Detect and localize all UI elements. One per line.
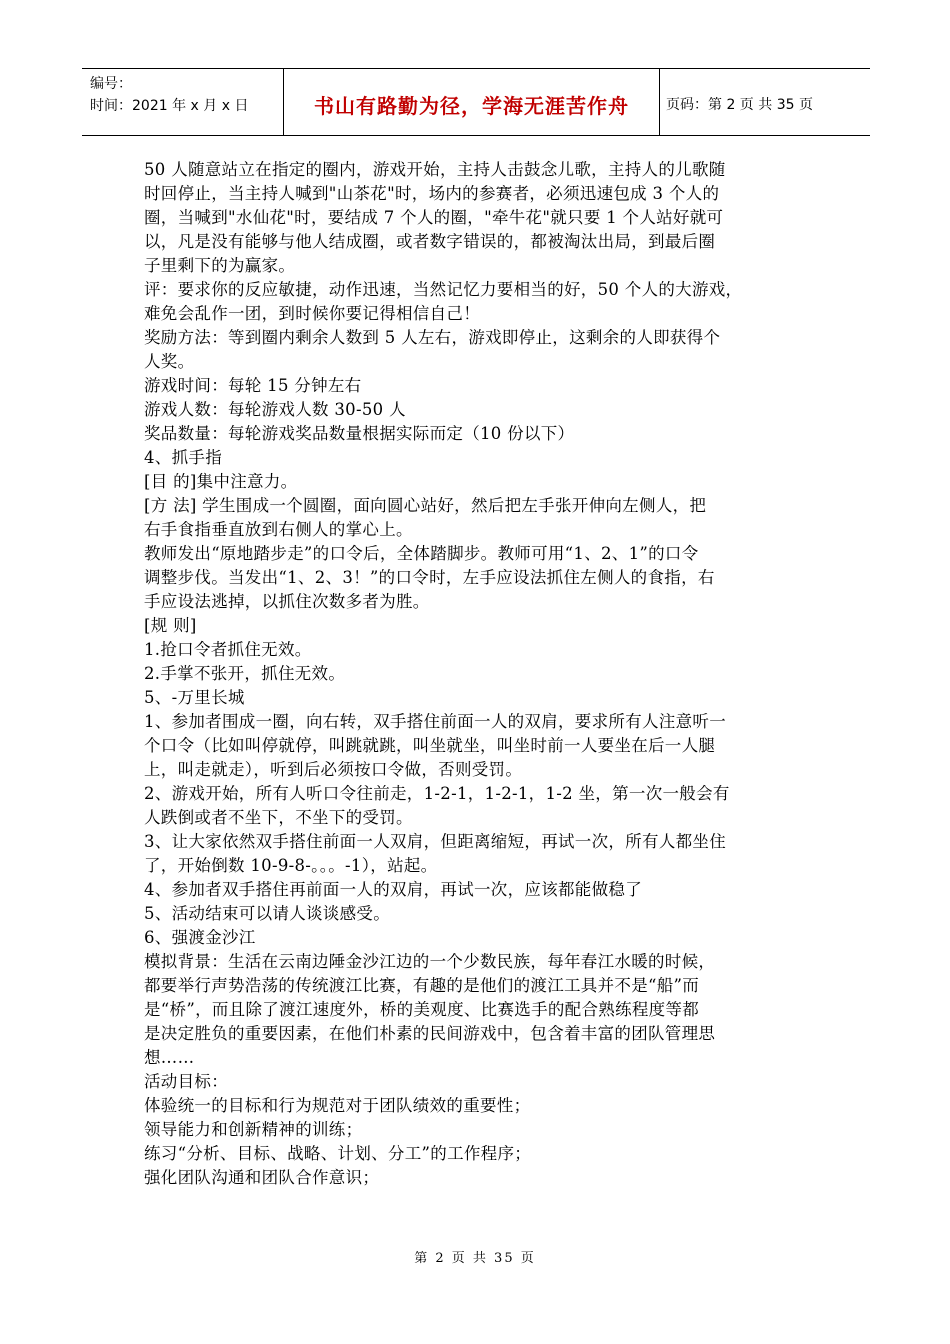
body-text-line: 右手食指垂直放到右侧人的掌心上。 xyxy=(144,520,413,539)
body-text-line: 奖励方法：等到圈内剩余人数到 5 人左右，游戏即停止，这剩余的人即获得个 xyxy=(144,328,721,347)
header-motto-cell xyxy=(284,69,660,135)
body-text-line: 都要举行声势浩荡的传统渡江比赛，有趣的是他们的渡江工具并不是“船”而 xyxy=(144,976,700,995)
page-footer xyxy=(0,1247,950,1266)
body-text-line: 是决定胜负的重要因素，在他们朴素的民间游戏中，包含着丰富的团队管理思 xyxy=(144,1024,716,1043)
document-header xyxy=(82,68,870,136)
header-number-label: 编号： xyxy=(90,76,132,92)
body-text-line: 圈，当喊到"水仙花"时，要结成 7 个人的圈，"牵牛花"就只要 1 个人站好就可 xyxy=(144,208,724,227)
body-text-line: 2.手掌不张开，抓住无效。 xyxy=(144,664,346,683)
body-text-line: 5、活动结束可以请人谈谈感受。 xyxy=(144,904,390,923)
body-text-line: 了，开始倒数 10-9-8-。。。-1），站起。 xyxy=(144,856,438,875)
body-text-line: 人奖。 xyxy=(144,352,195,371)
footer-page-label: 第 2 页 共 35 页 xyxy=(414,1251,536,1266)
body-text-line: 手应设法逃掉，以抓住次数多者为胜。 xyxy=(144,592,430,611)
body-text-line: 游戏人数：每轮游戏人数 30-50 人 xyxy=(144,400,406,419)
body-text-line: 6、强渡金沙江 xyxy=(144,928,256,947)
body-text-line: 3、让大家依然双手搭住前面一人双肩，但距离缩短，再试一次，所有人都坐住 xyxy=(144,832,726,851)
header-page-info: 页码：第 2 页 共 35 页 xyxy=(666,97,813,113)
body-text-line: 子里剩下的为赢家。 xyxy=(144,256,296,275)
body-text-line: 强化团队沟通和团队合作意识； xyxy=(144,1168,380,1187)
body-text-line: 1.抢口令者抓住无效。 xyxy=(144,640,312,659)
body-text-line: 2、游戏开始，所有人听口令往前走，1-2-1，1-2-1，1-2 坐，第一次一般会有 xyxy=(144,784,730,803)
body-text-line: 5、-万里长城 xyxy=(144,688,245,707)
body-text-line: 教师发出“原地踏步走”的口令后，全体踏脚步。教师可用“1、2、1”的口令 xyxy=(144,544,699,563)
body-text-line: 模拟背景：生活在云南边陲金沙江边的一个少数民族，每年春江水暖的时候， xyxy=(144,952,716,971)
body-text-line: 奖品数量：每轮游戏奖品数量根据实际而定（10 份以下） xyxy=(144,424,575,443)
body-text-line: 活动目标： xyxy=(144,1072,228,1091)
body-text-line: 领导能力和创新精神的训练； xyxy=(144,1120,363,1139)
body-text-line: 上，叫走就走），听到后必须按口令做，否则受罚。 xyxy=(144,760,523,779)
body-text-line: 4、抓手指 xyxy=(144,448,222,467)
body-text-line: 个口令（比如叫停就停，叫跳就跳，叫坐就坐，叫坐时前一人要坐在后一人腿 xyxy=(144,736,716,755)
body-text-line: 练习“分析、目标、战略、计划、分工”的工作程序； xyxy=(144,1144,532,1163)
body-text-line: 体验统一的目标和行为规范对于团队绩效的重要性； xyxy=(144,1096,531,1115)
body-text-line: 50 人随意站立在指定的圈内，游戏开始，主持人击鼓念儿歌，主持人的儿歌随 xyxy=(144,160,726,179)
body-text-line: [规 则] xyxy=(144,616,197,635)
header-time-label: 时间：2021 年 x 月 x 日 xyxy=(90,98,249,114)
header-meta xyxy=(82,69,284,135)
body-text-line: 时回停止，当主持人喊到"山茶花"时，场内的参赛者，必须迅速包成 3 个人的 xyxy=(144,184,720,203)
body-text-line: 调整步伐。当发出“1、2、3！”的口令时，左手应设法抓住左侧人的食指，右 xyxy=(144,568,715,587)
body-text-line: 想…… xyxy=(144,1048,195,1067)
header-motto: 书山有路勤为径，学海无涯苦作舟 xyxy=(314,93,629,118)
body-text-line: 游戏时间：每轮 15 分钟左右 xyxy=(144,376,362,395)
body-text-line: [方 法] 学生围成一个圆圈，面向圆心站好，然后把左手张开伸向左侧人，把 xyxy=(144,496,707,515)
body-text-line: 以，凡是没有能够与他人结成圈，或者数字错误的，都被淘汰出局，到最后圈 xyxy=(144,232,716,251)
body-text-line: 4、参加者双手搭住再前面一人的双肩，再试一次，应该都能做稳了 xyxy=(144,880,642,899)
body-text-line: 人跌倒或者不坐下，不坐下的受罚。 xyxy=(144,808,413,827)
body-text-line: [目 的]集中注意力。 xyxy=(144,472,298,491)
body-text-line: 评：要求你的反应敏捷，动作迅速，当然记忆力要相当的好，50 个人的大游戏， xyxy=(144,280,743,299)
body-text-line: 难免会乱作一团，到时候你要记得相信自己！ xyxy=(144,304,480,323)
body-text-line: 是“桥”，而且除了渡江速度外，桥的美观度、比赛选手的配合熟练程度等都 xyxy=(144,1000,700,1019)
document-body xyxy=(144,158,816,1190)
header-page-info-cell xyxy=(660,69,870,135)
body-text-line: 1、参加者围成一圈，向右转，双手搭住前面一人的双肩，要求所有人注意听一 xyxy=(144,712,726,731)
